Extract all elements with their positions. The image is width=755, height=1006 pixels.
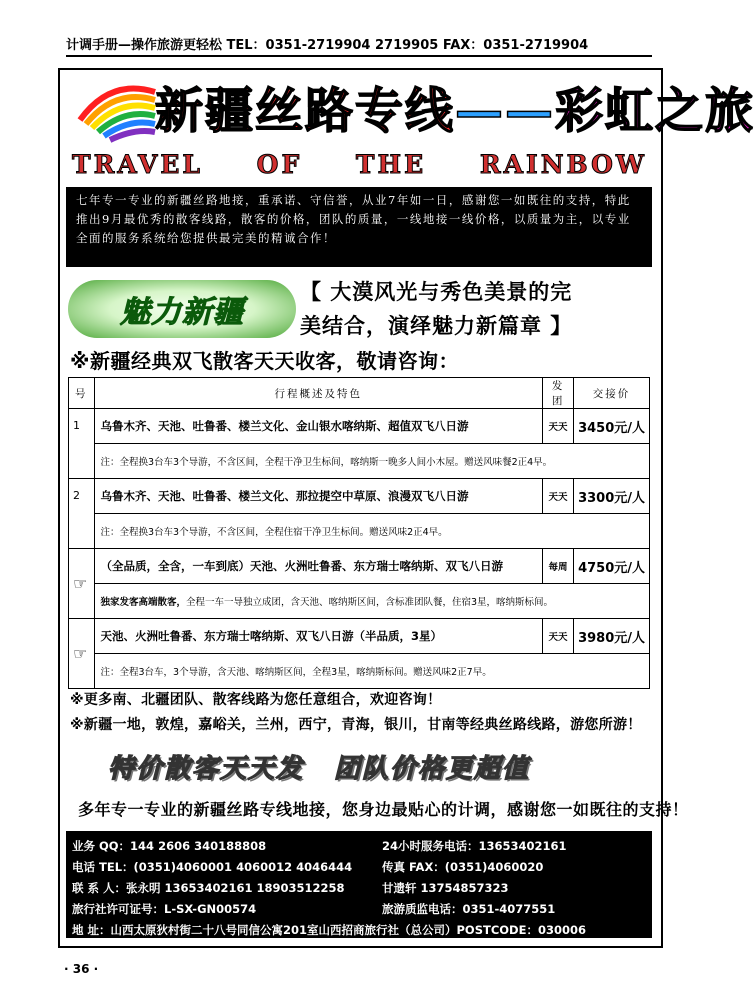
row-description: 天池、火洲吐鲁番、东方瑞士喀纳斯、双飞八日游（半品质，3星）: [94, 619, 543, 654]
contact-fax: 传真 FAX：(0351)4060020: [382, 859, 544, 874]
english-subtitle: [72, 150, 647, 179]
row-departure: 天天: [543, 619, 574, 654]
table-note-row: [69, 654, 650, 689]
row-departure: 每周: [543, 549, 574, 584]
slogan: [300, 275, 655, 343]
contact-address: 地 址：山西太原狄村街二十八号同信公寓201室山西招商旅行社（总公司）POSTCODE：030006: [72, 922, 586, 937]
row-price: 3450元/人: [574, 409, 650, 444]
closing-statement: 多年专一专业的新疆丝路专线地接，您身边最贴心的计调，感谢您一如既往的支持！: [78, 800, 689, 819]
table-row: [69, 549, 650, 584]
table-note-row: [69, 514, 650, 549]
contact-row: [72, 835, 646, 856]
row-note-text: 全程一车一导独立成团，含天池、喀纳斯区间，含标准团队餐，住宿3星，喀纳斯标间。: [186, 597, 554, 608]
tagline: [108, 748, 568, 788]
subtitle-word: THE: [355, 150, 427, 179]
title-dash: ——: [455, 83, 556, 139]
contact-row: [72, 856, 646, 877]
contact-box: [66, 831, 652, 938]
row-price: 3300元/人: [574, 479, 650, 514]
tagline-part: 团队价格更超值: [334, 754, 531, 784]
page-number: · 36 ·: [64, 962, 99, 976]
slogan-line: 美结合，演绎魅力新篇章 】: [300, 314, 573, 338]
header-desc: 行程概述及特色: [94, 378, 543, 409]
title-part-route: 新疆丝路专线: [155, 83, 456, 139]
row-price: 3980元/人: [574, 619, 650, 654]
tagline-part: 特价散客天天发: [108, 754, 305, 784]
header-no: 号: [69, 378, 95, 409]
contact-row: [72, 877, 646, 898]
header-departure: 发团: [543, 378, 574, 409]
row-note: 注：全程换3台车3个导游，不含区间，全程干净卫生标间，喀纳斯一晚多人间小木屋。赠送风味餐2正4早。: [94, 444, 650, 479]
row-number: 1: [69, 409, 95, 479]
table-header-row: [69, 378, 650, 409]
title-part-rainbow: 彩虹之旅: [555, 83, 755, 139]
table-note-row: [69, 444, 650, 479]
row-description: 乌鲁木齐、天池、吐鲁番、楼兰文化、那拉提空中草原、浪漫双飞八日游: [94, 479, 543, 514]
contact-qq: 业务 QQ：144 2606 340188808: [72, 838, 267, 853]
pointing-hand-icon: ☞: [69, 549, 95, 619]
subtitle-word: OF: [256, 150, 303, 179]
charm-badge-text: 魅力新疆: [120, 295, 244, 330]
contact-license: 旅行社许可证号：L-SX-GN00574: [72, 901, 257, 916]
table-row: [69, 479, 650, 514]
row-price: 4750元/人: [574, 549, 650, 584]
charm-xinjiang-badge: [68, 280, 296, 338]
page-header: 计调手册—操作旅游更轻松 TEL：0351-2719904 2719905 FAX：0351-2719904: [66, 34, 652, 57]
table-row: [69, 409, 650, 444]
contact-quality-phone: 旅游质监电话：0351-4077551: [382, 901, 556, 916]
itinerary-table: [68, 377, 650, 689]
table-row: [69, 619, 650, 654]
subtitle-word: RAINBOW: [479, 150, 647, 179]
contact-hotline: 24小时服务电话：13653402161: [382, 838, 567, 853]
pointing-hand-icon: ☞: [69, 619, 95, 689]
intro-text: 七年专一专业的新疆丝路地接，重承诺、守信誉，从业7年如一日，感谢您一如既往的支持，特此推出9月最优秀的散客线路，散客的价格，团队的质量，一线地接一线价格，以质量为主，以专业全面的服务系统给您提供最完美的精诚合作！: [66, 187, 652, 267]
row-description: 乌鲁木齐、天池、吐鲁番、楼兰文化、金山银水喀纳斯、超值双飞八日游: [94, 409, 543, 444]
row-departure: 天天: [543, 409, 574, 444]
row-departure: 天天: [543, 479, 574, 514]
row-note: 注：全程换3台车3个导游，不含区间，全程住宿干净卫生标间。赠送风味2正4早。: [94, 514, 650, 549]
row-note: 注：全程3台车，3个导游，含天池、喀纳斯区间，全程3星，喀纳斯标间。赠送风味2正7早。: [94, 654, 650, 689]
section-heading: ※新疆经典双飞散客天天收客，敬请咨询：: [70, 349, 459, 373]
contact-row: [72, 898, 646, 919]
header-price: 交接价: [574, 378, 650, 409]
contact-person: 联 系 人：张永明 13653402161 18903512258: [72, 880, 345, 895]
contact-tel: 电话 TEL：(0351)4060001 4060012 4046444: [72, 859, 353, 874]
table-note-row: [69, 584, 650, 619]
main-title: [155, 80, 755, 142]
promo-line: ※新疆一地，敦煌，嘉峪关，兰州，西宁，青海，银川，甘南等经典丝路线路，游您所游！: [70, 717, 642, 733]
promo-line: ※更多南、北疆团队、散客线路为您任意组合，欢迎咨询！: [70, 692, 442, 708]
row-number: 2: [69, 479, 95, 549]
contact-row: [72, 919, 646, 940]
contact-person-2: 甘遗轩 13754857323: [382, 880, 509, 895]
row-description: （全品质，全含，一车到底）天池、火洲吐鲁番、东方瑞士喀纳斯、双飞八日游: [94, 549, 543, 584]
subtitle-word: TRAVEL: [72, 150, 203, 179]
rainbow-logo-icon: [70, 80, 160, 140]
slogan-line: 【 大漠风光与秀色美景的完: [300, 280, 573, 304]
row-note: [94, 584, 650, 619]
row-note-bold: 独家发客高端散客，: [100, 597, 187, 608]
